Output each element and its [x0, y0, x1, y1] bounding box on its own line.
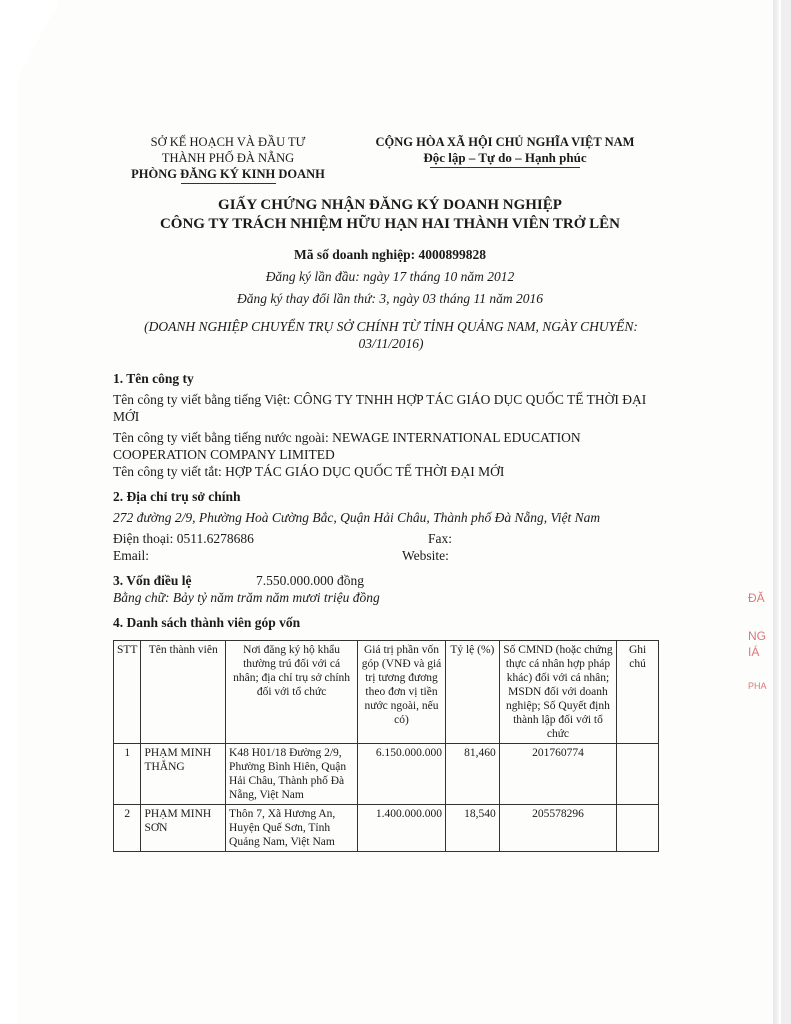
company-name-vietnamese: Tên công ty viết bằng tiếng Việt: CÔNG TY TNHH HỢP TÁC GIÁO DỤC QUỐC TẾ THỜI ĐẠI MỚI [113, 392, 647, 424]
amendment-info: Đăng ký thay đổi lần thứ: 3, ngày 03 tháng 11 năm 2016 [237, 291, 543, 306]
members-table [113, 640, 659, 852]
website-label: Website: [402, 548, 449, 563]
national-motto: Độc lập – Tự do – Hạnh phúc [423, 150, 587, 165]
column-header-capital-value: Giá trị phần vốn góp (VNĐ và giá trị tương đương theo đơn vị tiền nước ngoài, nếu có) [358, 641, 446, 744]
column-header-member-name: Tên thành viên [141, 641, 226, 744]
contact-row-1 [113, 530, 669, 547]
table-row [114, 805, 659, 852]
member-stt: 2 [114, 805, 141, 852]
member-address: K48 H01/18 Đường 2/9, Phường Bình Hiên, Quận Hải Châu, Thành phố Đà Nẵng, Việt Nam [226, 744, 358, 805]
column-header-stt: STT [114, 641, 141, 744]
stamp-text-3: IÁ [748, 645, 760, 659]
authority-line-1: SỞ KẾ HOẠCH VÀ ĐẦU TƯ [150, 135, 306, 149]
members-table-header [114, 641, 659, 744]
member-ratio: 81,460 [445, 744, 499, 805]
red-stamp-fragment [748, 590, 772, 700]
section-capital-heading: 3. Vốn điều lệ [113, 573, 192, 588]
scan-edge [781, 0, 791, 1024]
column-header-id-number: Số CMND (hoặc chứng thực cá nhân hợp pháp khác) đối với cá nhân; MSDN đối với doanh nghiệp; Số Quyết định thành lập đối với tổ chức [499, 641, 616, 744]
stamp-text-4: PHA [748, 681, 767, 691]
issuing-authority [108, 134, 348, 184]
member-id-number: 201760774 [499, 744, 616, 805]
member-ratio: 18,540 [445, 805, 499, 852]
member-stt: 1 [114, 744, 141, 805]
column-header-note: Ghi chú [617, 641, 659, 744]
authority-line-3: PHÒNG ĐĂNG KÝ KINH DOANH [131, 167, 325, 181]
phone-number: Điện thoại: 0511.6278686 [113, 531, 254, 546]
stamp-text-2: NG [748, 629, 766, 643]
member-capital: 6.150.000.000 [358, 744, 446, 805]
national-heading [360, 134, 650, 168]
certificate-title-line-2: CÔNG TY TRÁCH NHIỆM HỮU HẠN HAI THÀNH VIÊN TRỞ LÊN [159, 216, 621, 232]
authority-line-2: THÀNH PHỐ ĐÀ NẴNG [161, 151, 295, 165]
column-header-residence: Nơi đăng ký hộ khẩu thường trú đối với cá nhân; địa chỉ trụ sở chính đối với tổ chức [226, 641, 358, 744]
member-note [617, 805, 659, 852]
fax-label: Fax: [428, 531, 453, 546]
contact-row-2 [113, 547, 669, 564]
registration-info [100, 244, 680, 310]
member-id-number: 205578296 [499, 805, 616, 852]
company-name-foreign: Tên công ty viết bằng tiếng nước ngoài: NEWAGE INTERNATIONAL EDUCATION COOPERATION COMPANY LIMITED [113, 430, 581, 462]
table-row [114, 744, 659, 805]
section-company-name-heading: 1. Tên công ty [113, 371, 194, 386]
member-address: Thôn 7, Xã Hương An, Huyện Quế Sơn, Tỉnh Quảng Nam, Việt Nam [226, 805, 358, 852]
company-name-short: Tên công ty viết tắt: HỢP TÁC GIÁO DỤC QUỐC TẾ THỜI ĐẠI MỚI [113, 464, 505, 479]
member-name: PHẠM MINH SƠN [141, 805, 226, 852]
scan-edge-shadow [773, 0, 779, 1024]
member-note [617, 744, 659, 805]
section-members-heading: 4. Danh sách thành viên góp vốn [113, 615, 301, 630]
enterprise-code: Mã số doanh nghiệp: 4000899828 [293, 247, 487, 262]
section-capital-heading-row [113, 572, 669, 589]
certificate-title-line-1: GIẤY CHỨNG NHẬN ĐĂNG KÝ DOANH NGHIỆP [218, 197, 562, 213]
email-label: Email: [113, 548, 149, 563]
relocation-note: (DOANH NGHIỆP CHUYỂN TRỤ SỞ CHÍNH TỪ TỈNH QUẢNG NAM, NGÀY CHUYỂN: 03/11/2016) [144, 319, 638, 351]
charter-capital-amount: 7.550.000.000 đồng [256, 573, 364, 588]
head-office-address: 272 đường 2/9, Phường Hoà Cường Bắc, Quận Hải Châu, Thành phố Đà Nẵng, Việt Nam [113, 510, 601, 525]
first-registration-date: Đăng ký lần đầu: ngày 17 tháng 10 năm 2012 [265, 269, 515, 284]
member-capital: 1.400.000.000 [358, 805, 446, 852]
folded-corner [0, 0, 60, 110]
capital-in-words: Bằng chữ: Bảy tỷ năm trăm năm mươi triệu đồng [113, 590, 380, 605]
section-address-heading: 2. Địa chỉ trụ sở chính [113, 489, 241, 504]
certificate-body [113, 370, 669, 631]
authority-underline [181, 183, 276, 184]
member-name: PHẠM MINH THẮNG [141, 744, 226, 805]
column-header-ratio: Tỷ lệ (%) [445, 641, 499, 744]
national-name: CỘNG HÒA XÃ HỘI CHỦ NGHĨA VIỆT NAM [375, 135, 635, 149]
motto-underline [430, 167, 580, 168]
certificate-title [100, 196, 680, 234]
stamp-text-1: ĐĂ [748, 591, 765, 605]
